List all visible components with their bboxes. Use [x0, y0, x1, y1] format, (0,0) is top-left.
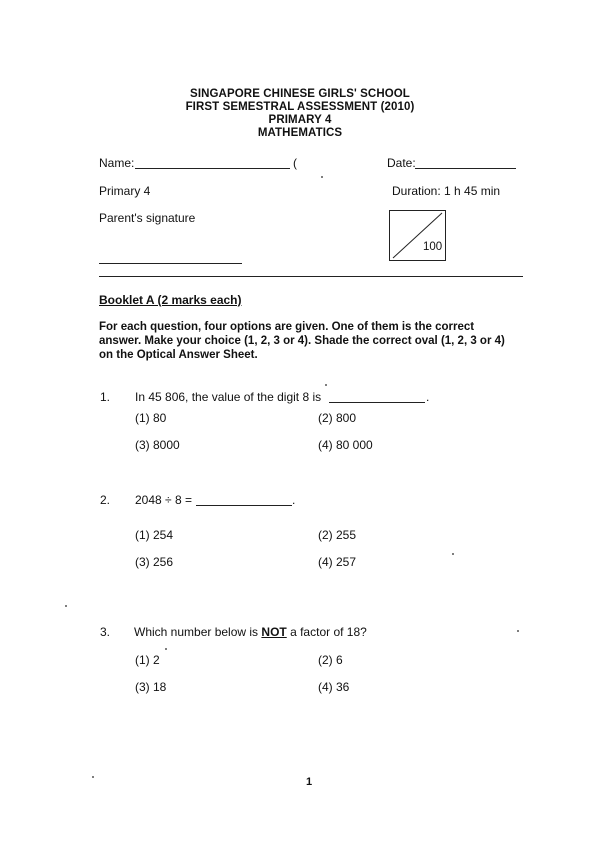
- scan-speck: [321, 176, 323, 178]
- school-name: SINGAPORE CHINESE GIRLS' SCHOOL: [190, 88, 410, 100]
- scan-speck: [165, 648, 167, 650]
- option-4: (4) 257: [318, 555, 357, 569]
- total-marks: 100: [423, 241, 443, 253]
- question-text: In 45 806, the value of the digit 8 is: [135, 390, 322, 404]
- option-2: (2) 255: [318, 528, 357, 542]
- scan-speck: [517, 630, 519, 632]
- scan-speck: [452, 553, 454, 555]
- date-field[interactable]: [415, 168, 516, 169]
- assessment-title: FIRST SEMESTRAL ASSESSMENT (2010): [185, 101, 415, 113]
- question-text: [134, 625, 367, 639]
- signature-label: Parent's signature: [99, 211, 196, 225]
- separator-line: [99, 276, 523, 277]
- option-3: (3) 256: [135, 555, 174, 569]
- level-title: PRIMARY 4: [268, 114, 332, 126]
- scan-speck: [92, 776, 94, 778]
- answer-blank: [329, 402, 425, 403]
- question-number: 2.: [100, 493, 111, 507]
- question-number: 3.: [100, 625, 111, 639]
- date-label: Date:: [387, 156, 416, 170]
- question-text-start: Which number below is: [134, 625, 259, 639]
- instructions: For each question, four options are given. One of them is the correct answer. Make your choice (1, 2, 3 or 4). Shade the correct oval (1, 2, 3 or 4) on the Optical Answer Sheet.: [99, 321, 505, 361]
- option-4: (4) 36: [318, 680, 350, 694]
- question-text-end: a factor of 18?: [290, 625, 367, 639]
- answer-blank: [196, 505, 292, 506]
- name-field[interactable]: [135, 168, 290, 169]
- booklet-title: Booklet A (2 marks each): [99, 293, 242, 307]
- class-label: Primary 4: [99, 184, 151, 198]
- score-diagonal: [389, 210, 446, 261]
- question-number: 1.: [100, 390, 111, 404]
- option-1: (1) 80: [135, 411, 167, 425]
- option-4: (4) 80 000: [318, 438, 373, 452]
- question-text: 2048 ÷ 8 =: [135, 493, 192, 507]
- scan-speck: [65, 605, 67, 607]
- option-3: (3) 8000: [135, 438, 180, 452]
- option-1: (1) 2: [135, 653, 160, 667]
- blank-period: .: [292, 493, 296, 507]
- score-box: [389, 210, 446, 261]
- option-2: (2) 800: [318, 411, 357, 425]
- option-3: (3) 18: [135, 680, 167, 694]
- option-2: (2) 6: [318, 653, 343, 667]
- scan-speck: [325, 384, 327, 386]
- signature-field[interactable]: [99, 263, 242, 264]
- blank-period: .: [426, 390, 430, 404]
- duration-label: Duration: 1 h 45 min: [392, 184, 501, 198]
- option-1: (1) 254: [135, 528, 174, 542]
- register-paren: (: [293, 156, 297, 170]
- page-number: 1: [306, 776, 313, 788]
- question-emphasis: NOT: [261, 625, 287, 639]
- name-label: Name:: [99, 156, 135, 170]
- subject-title: MATHEMATICS: [257, 127, 343, 139]
